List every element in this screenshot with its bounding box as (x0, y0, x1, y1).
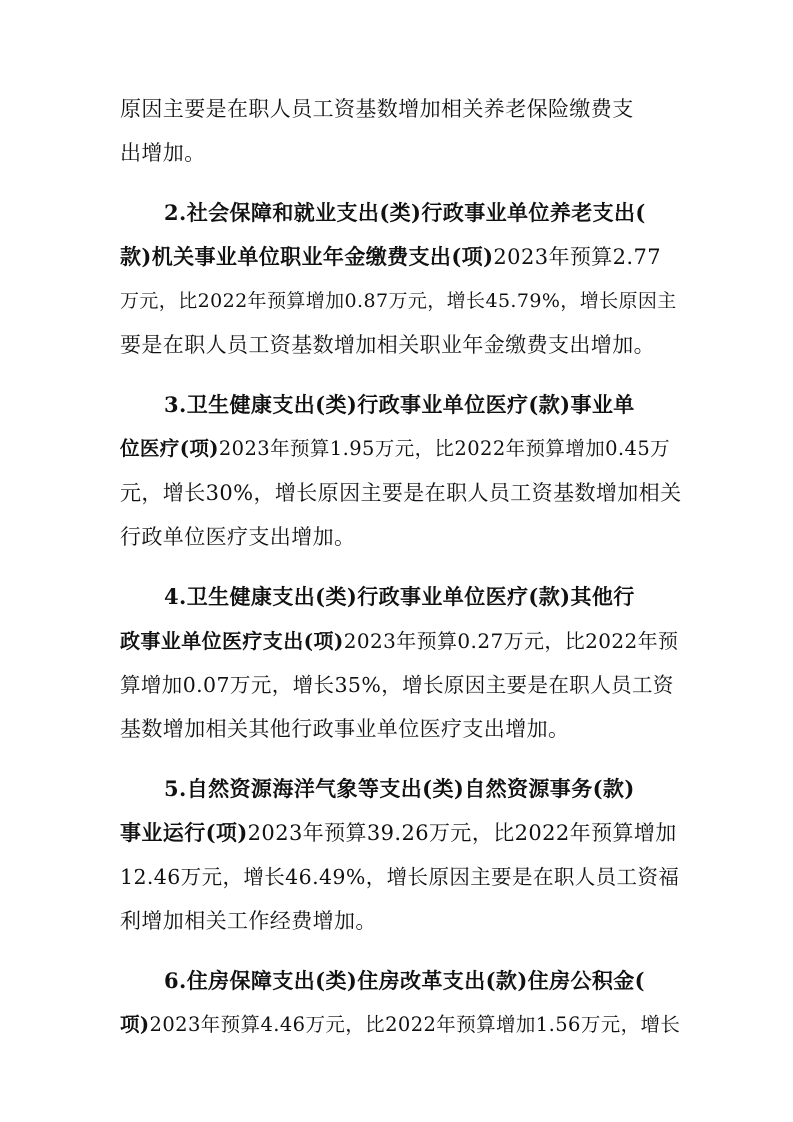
text-segment: 2023年预算1.95万元，比2022年预算增加0.45万 (218, 437, 671, 460)
text-segment: 项) (120, 1013, 150, 1036)
text-segment: 2023年预算0.27万元，比2022年预 (343, 629, 679, 653)
text-line (120, 820, 677, 846)
text-line (120, 436, 670, 462)
text-segment: 元，增长30%，增长原因主要是在职人员工资基数增加相关 (120, 481, 682, 505)
text-segment: 原因主要是在职人员工资基数增加相关养老保险缴费支 (120, 97, 634, 121)
text-segment: 利增加相关工作经费增加。 (120, 909, 377, 933)
text-segment: 政事业单位医疗支出(项) (120, 629, 344, 653)
text-line (120, 864, 679, 890)
text-line (120, 96, 634, 122)
item-heading-line (164, 200, 646, 226)
text-line (120, 288, 677, 314)
text-line (120, 244, 661, 270)
text-segment: 2023年预算4.46万元，比2022年预算增加1.56万元，增长 (149, 1013, 681, 1036)
text-segment: 款)机关事业单位职业年金缴费支出(项) (120, 244, 494, 269)
text-segment: 行政单位医疗支出增加。 (120, 525, 356, 549)
text-segment: 2023年预算2.77 (493, 245, 662, 269)
text-line (120, 908, 377, 934)
text-segment: 事业运行(项) (120, 820, 248, 845)
text-segment: 12.46万元，增长46.49%，增长原因主要是在职人员工资福 (120, 865, 680, 889)
text-segment: 位医疗(项) (120, 437, 219, 460)
text-line (120, 524, 355, 550)
text-line (120, 716, 569, 742)
text-segment: 5.自然资源海洋气象等支出(类)自然资源事务(款) (164, 776, 635, 801)
text-line (120, 480, 681, 506)
item-heading-line (164, 776, 635, 802)
item-heading-line (164, 392, 635, 418)
item-heading-line (164, 968, 645, 994)
text-line (120, 140, 206, 166)
text-line (120, 1012, 680, 1038)
text-line (120, 672, 674, 698)
text-segment: 算增加0.07万元，增长35%，增长原因主要是在职人员工资 (120, 673, 674, 697)
text-segment: 万元，比2022年预算增加0.87万元，增长45.79%，增长原因主 (120, 290, 677, 312)
text-segment: 6.住房保障支出(类)住房改革支出(款)住房公积金( (164, 968, 646, 993)
text-segment: 2.社会保障和就业支出(类)行政事业单位养老支出( (164, 200, 646, 225)
text-segment: 4.卫生健康支出(类)行政事业单位医疗(款)其他行 (164, 584, 635, 609)
text-line (120, 628, 678, 654)
text-segment: 3.卫生健康支出(类)行政事业单位医疗(款)事业单 (164, 392, 635, 417)
item-heading-line (164, 584, 635, 610)
text-segment: 出增加。 (120, 141, 206, 165)
text-segment: 基数增加相关其他行政事业单位医疗支出增加。 (120, 717, 570, 741)
text-segment: 要是在职人员工资基数增加相关职业年金缴费支出增加。 (120, 333, 655, 357)
text-line (120, 332, 655, 358)
text-segment: 2023年预算39.26万元，比2022年预算增加 (247, 821, 677, 845)
